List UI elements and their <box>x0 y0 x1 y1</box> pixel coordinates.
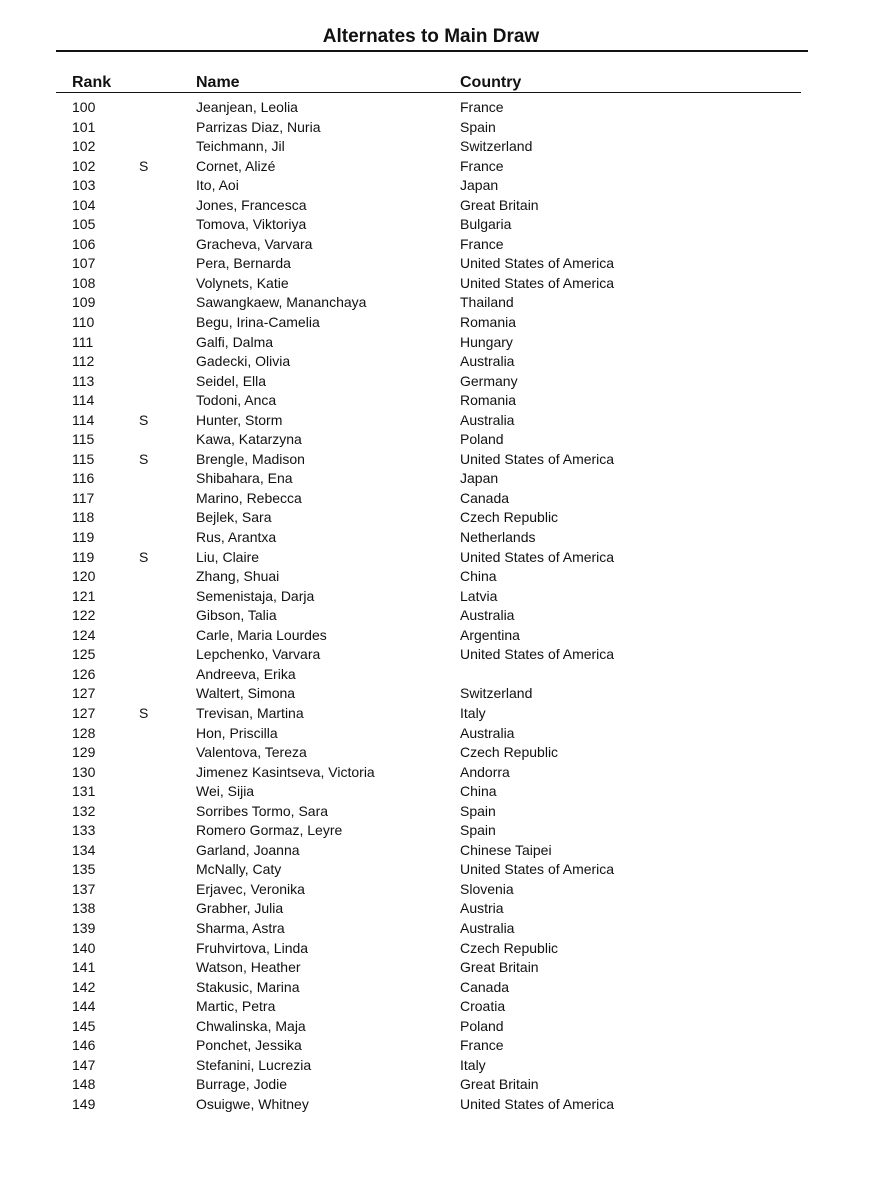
rank-cell: 139 <box>72 919 96 936</box>
header-divider <box>56 92 801 93</box>
table-row <box>0 997 872 1017</box>
table-row <box>0 176 872 196</box>
rank-cell: 124 <box>72 626 96 643</box>
rank-cell: 145 <box>72 1017 96 1034</box>
table-row <box>0 665 872 685</box>
country-cell: Slovenia <box>460 880 514 897</box>
country-cell: Canada <box>460 489 510 506</box>
country-cell: Great Britain <box>460 1076 539 1093</box>
rank-cell: 120 <box>72 568 96 585</box>
country-cell: Czech Republic <box>460 744 559 761</box>
player-name-cell: Sharma, Astra <box>196 919 285 936</box>
table-row <box>0 1056 872 1076</box>
rank-cell: 122 <box>72 607 96 624</box>
alternates-table <box>0 98 872 1114</box>
country-cell: United States of America <box>460 1095 615 1112</box>
player-name-cell: Hon, Priscilla <box>196 724 278 741</box>
table-row <box>0 469 872 489</box>
table-row <box>0 235 872 255</box>
player-name-cell: Stefanini, Lucrezia <box>196 1056 312 1073</box>
player-name-cell: Osuigwe, Whitney <box>196 1095 309 1112</box>
country-cell: Spain <box>460 802 496 819</box>
player-name-cell: Carle, Maria Lourdes <box>196 626 327 643</box>
country-cell: Australia <box>460 724 515 741</box>
country-cell: Australia <box>460 411 515 428</box>
player-name-cell: Jeanjean, Leolia <box>196 99 298 115</box>
player-name-cell: Grabher, Julia <box>196 900 284 917</box>
rank-cell: 148 <box>72 1076 96 1093</box>
player-name-cell: Seidel, Ella <box>196 372 267 389</box>
rank-cell: 119 <box>72 548 95 565</box>
rank-cell: 144 <box>72 998 96 1015</box>
rank-cell: 141 <box>72 959 96 976</box>
table-row <box>0 508 872 528</box>
country-cell: Poland <box>460 1017 504 1034</box>
player-name-cell: Gracheva, Varvara <box>196 235 313 252</box>
table-row <box>0 391 872 411</box>
column-header-rank: Rank <box>72 74 112 91</box>
country-cell: Switzerland <box>460 138 533 155</box>
table-row <box>0 293 872 313</box>
table-row <box>0 215 872 235</box>
country-cell: Poland <box>460 431 504 448</box>
country-cell: Japan <box>460 177 499 194</box>
country-cell: Latvia <box>460 587 498 604</box>
rank-cell: 108 <box>72 274 96 291</box>
country-cell: Romania <box>460 392 517 409</box>
country-cell: France <box>460 99 504 115</box>
table-row <box>0 1075 872 1095</box>
rank-cell: 149 <box>72 1095 96 1112</box>
rank-cell: 140 <box>72 939 96 956</box>
player-name-cell: Waltert, Simona <box>196 685 296 702</box>
table-row <box>0 782 872 802</box>
table-row <box>0 98 872 118</box>
table-row <box>0 313 872 333</box>
player-name-cell: Trevisan, Martina <box>196 704 304 721</box>
rank-cell: 104 <box>72 196 96 213</box>
rank-cell: 115 <box>72 431 95 448</box>
player-name-cell: Tomova, Viktoriya <box>196 216 307 233</box>
table-row <box>0 196 872 216</box>
status-flag-cell: S <box>139 548 149 565</box>
rank-cell: 117 <box>72 489 95 506</box>
table-row <box>0 548 872 568</box>
player-name-cell: Valentova, Tereza <box>196 744 307 761</box>
rank-cell: 129 <box>72 744 96 761</box>
table-row <box>0 352 872 372</box>
player-name-cell: Jimenez Kasintseva, Victoria <box>196 763 375 780</box>
rank-cell: 106 <box>72 235 96 252</box>
table-row <box>0 939 872 959</box>
table-row <box>0 763 872 783</box>
table-row <box>0 157 872 177</box>
rank-cell: 112 <box>72 353 95 370</box>
country-cell: Argentina <box>460 626 520 643</box>
table-row <box>0 333 872 353</box>
player-name-cell: Volynets, Katie <box>196 274 289 291</box>
table-row <box>0 919 872 939</box>
country-cell: Spain <box>460 118 496 135</box>
rank-cell: 125 <box>72 646 96 663</box>
rank-cell: 110 <box>72 314 95 331</box>
country-cell: United States of America <box>460 274 615 291</box>
rank-cell: 102 <box>72 138 96 155</box>
rank-cell: 103 <box>72 177 96 194</box>
country-cell: United States of America <box>460 255 615 272</box>
status-flag-cell: S <box>139 157 149 174</box>
column-header-country: Country <box>460 74 522 91</box>
player-name-cell: Chwalinska, Maja <box>196 1017 306 1034</box>
country-cell: Austria <box>460 900 504 917</box>
country-cell: Chinese Taipei <box>460 841 552 858</box>
rank-cell: 114 <box>72 411 95 428</box>
country-cell: United States of America <box>460 450 615 467</box>
table-row <box>0 1095 872 1115</box>
table-row <box>0 684 872 704</box>
country-cell: Japan <box>460 470 499 487</box>
table-row <box>0 899 872 919</box>
player-name-cell: Marino, Rebecca <box>196 489 302 506</box>
table-row <box>0 606 872 626</box>
table-row <box>0 528 872 548</box>
table-row <box>0 743 872 763</box>
rank-cell: 118 <box>72 509 95 526</box>
table-row <box>0 704 872 724</box>
player-name-cell: Jones, Francesca <box>196 196 307 213</box>
country-cell: Hungary <box>460 333 513 350</box>
status-flag-cell: S <box>139 704 149 721</box>
player-name-cell: Burrage, Jodie <box>196 1076 288 1093</box>
country-cell: Romania <box>460 314 517 331</box>
country-cell: Croatia <box>460 998 506 1015</box>
player-name-cell: Liu, Claire <box>196 548 260 565</box>
country-cell: China <box>460 783 497 800</box>
player-name-cell: Erjavec, Veronika <box>196 880 305 897</box>
country-cell: Netherlands <box>460 529 536 546</box>
player-name-cell: Ponchet, Jessika <box>196 1037 302 1054</box>
country-cell: Canada <box>460 978 510 995</box>
player-name-cell: Sorribes Tormo, Sara <box>196 802 329 819</box>
table-row <box>0 587 872 607</box>
table-row <box>0 821 872 841</box>
rank-cell: 121 <box>72 587 96 604</box>
table-row <box>0 626 872 646</box>
table-row <box>0 645 872 665</box>
player-name-cell: Gibson, Talia <box>196 607 277 624</box>
rank-cell: 127 <box>72 685 96 702</box>
player-name-cell: Ito, Aoi <box>196 177 239 194</box>
player-name-cell: Wei, Sijia <box>196 783 255 800</box>
country-cell: Czech Republic <box>460 509 559 526</box>
player-name-cell: Martic, Petra <box>196 998 276 1015</box>
rank-cell: 146 <box>72 1037 96 1054</box>
rank-cell: 130 <box>72 763 96 780</box>
player-name-cell: Stakusic, Marina <box>196 978 300 995</box>
country-cell: United States of America <box>460 861 615 878</box>
table-row <box>0 802 872 822</box>
rank-cell: 100 <box>72 99 96 115</box>
table-row <box>0 118 872 138</box>
player-name-cell: Semenistaja, Darja <box>196 587 315 604</box>
table-row <box>0 254 872 274</box>
table-row <box>0 1036 872 1056</box>
rank-cell: 111 <box>72 333 94 350</box>
country-cell: Andorra <box>460 763 510 780</box>
country-cell: France <box>460 157 504 174</box>
status-flag-cell: S <box>139 411 149 428</box>
rank-cell: 137 <box>72 880 96 897</box>
rank-cell: 142 <box>72 978 96 995</box>
player-name-cell: McNally, Caty <box>196 861 282 878</box>
table-row <box>0 860 872 880</box>
country-cell: Germany <box>460 372 518 389</box>
country-cell: Thailand <box>460 294 514 311</box>
table-row <box>0 430 872 450</box>
country-cell: Great Britain <box>460 196 539 213</box>
country-cell: Great Britain <box>460 959 539 976</box>
player-name-cell: Shibahara, Ena <box>196 470 293 487</box>
player-name-cell: Pera, Bernarda <box>196 255 291 272</box>
rank-cell: 105 <box>72 216 96 233</box>
country-cell: Australia <box>460 353 515 370</box>
player-name-cell: Gadecki, Olivia <box>196 353 291 370</box>
rank-cell: 127 <box>72 704 96 721</box>
player-name-cell: Teichmann, Jil <box>196 138 285 155</box>
country-cell: United States of America <box>460 548 615 565</box>
country-cell: Australia <box>460 607 515 624</box>
table-row <box>0 450 872 470</box>
rank-cell: 113 <box>72 372 95 389</box>
player-name-cell: Galfi, Dalma <box>196 333 274 350</box>
country-cell: Switzerland <box>460 685 533 702</box>
player-name-cell: Todoni, Anca <box>196 392 277 409</box>
rank-cell: 131 <box>72 783 96 800</box>
player-name-cell: Garland, Joanna <box>196 841 300 858</box>
rank-cell: 114 <box>72 392 95 409</box>
rank-cell: 132 <box>72 802 96 819</box>
table-row <box>0 978 872 998</box>
country-cell: United States of America <box>460 646 615 663</box>
rank-cell: 109 <box>72 294 96 311</box>
table-row <box>0 489 872 509</box>
rank-cell: 115 <box>72 450 95 467</box>
country-cell: Australia <box>460 919 515 936</box>
player-name-cell: Sawangkaew, Mananchaya <box>196 294 367 311</box>
table-row <box>0 372 872 392</box>
table-row <box>0 724 872 744</box>
country-cell: France <box>460 235 504 252</box>
title-divider <box>56 50 808 52</box>
rank-cell: 101 <box>72 118 96 135</box>
column-header-name: Name <box>196 74 240 91</box>
player-name-cell: Watson, Heather <box>196 959 301 976</box>
country-cell: Italy <box>460 704 486 721</box>
player-name-cell: Parrizas Diaz, Nuria <box>196 118 321 135</box>
country-cell: Bulgaria <box>460 216 512 233</box>
page-title: Alternates to Main Draw <box>322 26 540 47</box>
rank-cell: 107 <box>72 255 96 272</box>
table-row <box>0 958 872 978</box>
player-name-cell: Rus, Arantxa <box>196 529 277 546</box>
player-name-cell: Brengle, Madison <box>196 450 305 467</box>
player-name-cell: Zhang, Shuai <box>196 568 280 585</box>
country-cell: France <box>460 1037 504 1054</box>
table-row <box>0 567 872 587</box>
table-row <box>0 274 872 294</box>
country-cell: Spain <box>460 822 496 839</box>
player-name-cell: Hunter, Storm <box>196 411 283 428</box>
player-name-cell: Andreeva, Erika <box>196 665 296 682</box>
rank-cell: 126 <box>72 665 96 682</box>
rank-cell: 119 <box>72 529 95 546</box>
country-cell: Italy <box>460 1056 486 1073</box>
rank-cell: 128 <box>72 724 96 741</box>
player-name-cell: Kawa, Katarzyna <box>196 431 302 448</box>
rank-cell: 134 <box>72 841 96 858</box>
country-cell: China <box>460 568 497 585</box>
rank-cell: 116 <box>72 470 95 487</box>
rank-cell: 147 <box>72 1056 96 1073</box>
table-row <box>0 880 872 900</box>
player-name-cell: Fruhvirtova, Linda <box>196 939 309 956</box>
table-row <box>0 841 872 861</box>
rank-cell: 138 <box>72 900 96 917</box>
country-cell: Czech Republic <box>460 939 559 956</box>
rank-cell: 135 <box>72 861 96 878</box>
player-name-cell: Lepchenko, Varvara <box>196 646 321 663</box>
table-row <box>0 1017 872 1037</box>
table-row <box>0 411 872 431</box>
table-row <box>0 137 872 157</box>
rank-cell: 102 <box>72 157 96 174</box>
status-flag-cell: S <box>139 450 149 467</box>
player-name-cell: Bejlek, Sara <box>196 509 272 526</box>
player-name-cell: Romero Gormaz, Leyre <box>196 822 343 839</box>
rank-cell: 133 <box>72 822 96 839</box>
player-name-cell: Cornet, Alizé <box>196 157 276 174</box>
player-name-cell: Begu, Irina-Camelia <box>196 314 320 331</box>
